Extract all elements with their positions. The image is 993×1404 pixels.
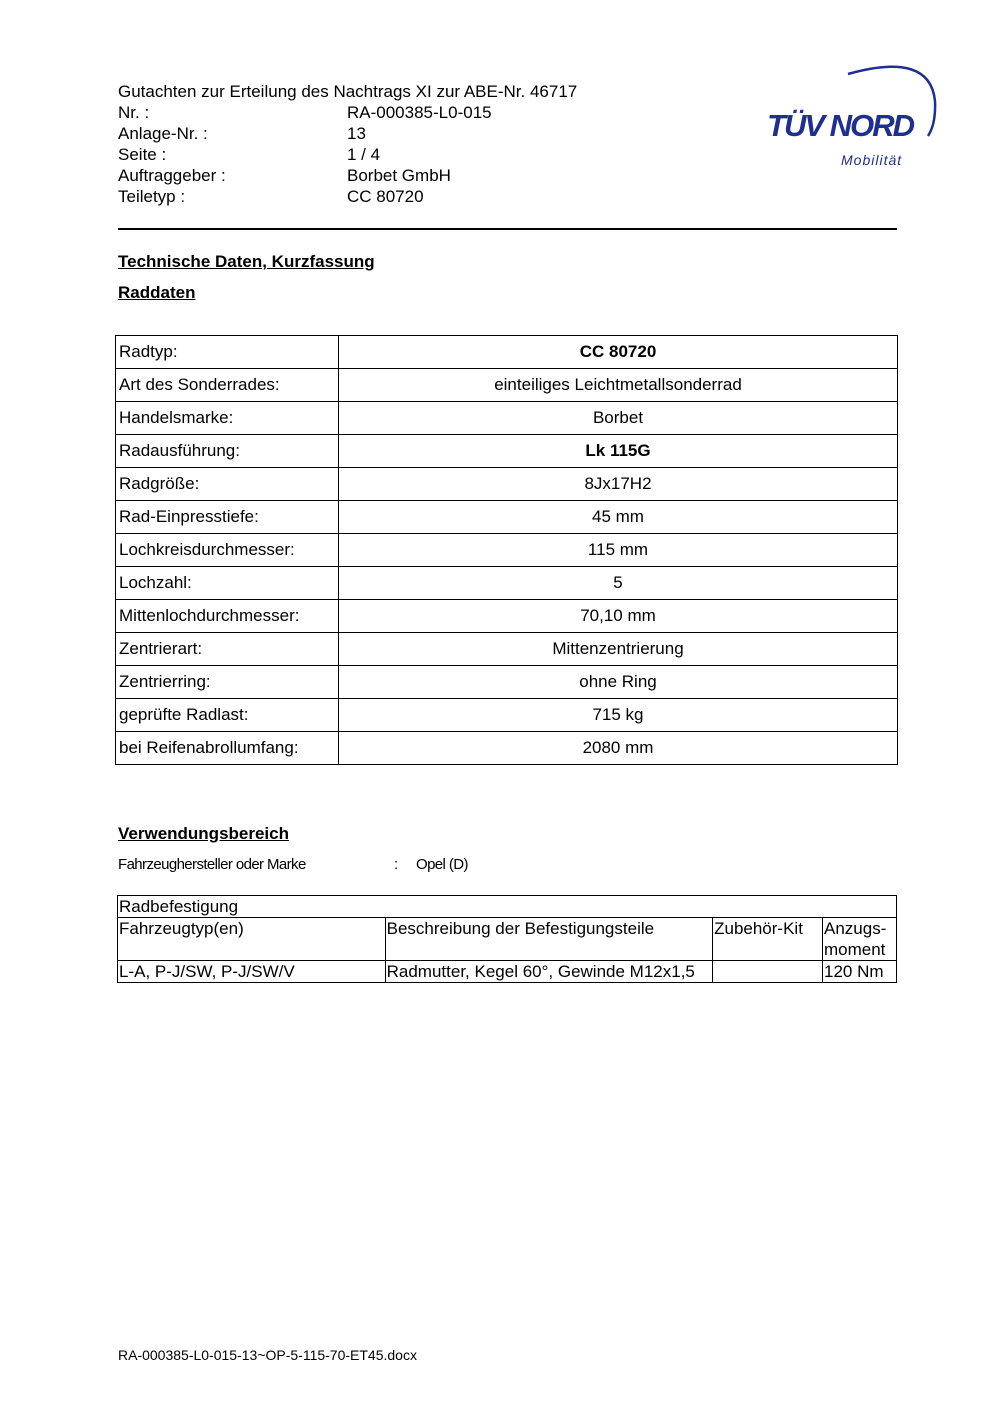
- table-row: [116, 567, 898, 600]
- header-row-client: [118, 165, 577, 186]
- header-value: 13: [347, 124, 366, 143]
- document-title: Gutachten zur Erteilung des Nachtrags XI zur ABE-Nr. 46717: [118, 82, 578, 101]
- footer-filename: RA-000385-L0-015-13~OP-5-115-70-ET45.docx: [118, 1347, 417, 1363]
- fastener-description-cell: Radmutter, Kegel 60°, Gewinde M12x1,5: [385, 961, 712, 983]
- row-value: 715 kg: [339, 699, 898, 732]
- header-divider: [118, 228, 897, 230]
- column-header: Beschreibung der Befestigungsteile: [385, 918, 712, 961]
- tuv-nord-logo: [760, 56, 945, 176]
- logo-subtitle-text: Mobilität: [841, 152, 903, 168]
- wheel-mounting-table: [117, 895, 897, 983]
- row-label: Lochkreisdurchmesser:: [116, 534, 339, 567]
- manufacturer-value: Opel (D): [416, 856, 468, 873]
- row-value: einteiliges Leichtmetallsonderrad: [339, 369, 898, 402]
- usage-title: Verwendungsbereich: [118, 824, 289, 843]
- table-row: [116, 732, 898, 765]
- table-header-row: [118, 918, 897, 961]
- accessory-kit-cell: [713, 961, 823, 983]
- column-header: Zubehör-Kit: [713, 918, 823, 961]
- row-label: Radgröße:: [116, 468, 339, 501]
- row-label: geprüfte Radlast:: [116, 699, 339, 732]
- table-row: [116, 633, 898, 666]
- table-row: [116, 369, 898, 402]
- row-value: Borbet: [339, 402, 898, 435]
- row-label: Handelsmarke:: [116, 402, 339, 435]
- row-label: Rad-Einpresstiefe:: [116, 501, 339, 534]
- table-row: [116, 402, 898, 435]
- table-title-row: [118, 896, 897, 918]
- row-label: bei Reifenabrollumfang:: [116, 732, 339, 765]
- wheel-data-table: [115, 335, 898, 765]
- logo-brand-text: TÜV NORD: [767, 108, 915, 143]
- row-label: Art des Sonderrades:: [116, 369, 339, 402]
- row-value: CC 80720: [339, 336, 898, 369]
- row-value: Lk 115G: [339, 435, 898, 468]
- header-value: CC 80720: [347, 187, 424, 206]
- section-title: Technische Daten, Kurzfassung: [118, 252, 375, 271]
- vehicle-types-cell: L-A, P-J/SW, P-J/SW/V: [118, 961, 386, 983]
- header-row-number: [118, 102, 577, 123]
- row-label: Zentrierring:: [116, 666, 339, 699]
- header-label: Teiletyp :: [118, 187, 186, 206]
- section-subtitle: Raddaten: [118, 283, 196, 302]
- table-row: [116, 600, 898, 633]
- table-row: [118, 961, 897, 983]
- manufacturer-label: Fahrzeughersteller oder Marke: [118, 856, 306, 873]
- manufacturer-line: [118, 856, 468, 873]
- row-value: 5: [339, 567, 898, 600]
- row-value: 115 mm: [339, 534, 898, 567]
- table-row: [116, 435, 898, 468]
- header-label: Anlage-Nr. :: [118, 124, 208, 143]
- row-label: Mittenlochdurchmesser:: [116, 600, 339, 633]
- header-row-part-type: [118, 186, 577, 207]
- row-value: 45 mm: [339, 501, 898, 534]
- row-value: Mittenzentrierung: [339, 633, 898, 666]
- mounting-table-title: Radbefestigung: [118, 896, 897, 918]
- table-row: [116, 699, 898, 732]
- torque-cell: 120 Nm: [823, 961, 897, 983]
- table-row: [116, 534, 898, 567]
- document-header: [118, 81, 577, 207]
- table-row: [116, 468, 898, 501]
- header-row-attachment: [118, 123, 577, 144]
- header-label: Seite :: [118, 145, 167, 164]
- header-label: Nr. :: [118, 103, 150, 122]
- row-value: 2080 mm: [339, 732, 898, 765]
- table-row: [116, 501, 898, 534]
- row-label: Radausführung:: [116, 435, 339, 468]
- row-value: 70,10 mm: [339, 600, 898, 633]
- row-value: ohne Ring: [339, 666, 898, 699]
- header-value: Borbet GmbH: [347, 166, 451, 185]
- table-row: [116, 336, 898, 369]
- header-row-page: [118, 144, 577, 165]
- row-label: Radtyp:: [116, 336, 339, 369]
- column-header: Anzugs-moment: [823, 918, 897, 961]
- header-value: 1 / 4: [347, 145, 381, 164]
- header-label: Auftraggeber :: [118, 166, 226, 185]
- tuv-nord-logo-graphic: [760, 56, 945, 176]
- row-label: Zentrierart:: [116, 633, 339, 666]
- manufacturer-colon: :: [394, 856, 398, 873]
- column-header: Fahrzeugtyp(en): [118, 918, 386, 961]
- row-value: 8Jx17H2: [339, 468, 898, 501]
- header-value: RA-000385-L0-015: [347, 103, 492, 122]
- row-label: Lochzahl:: [116, 567, 339, 600]
- table-row: [116, 666, 898, 699]
